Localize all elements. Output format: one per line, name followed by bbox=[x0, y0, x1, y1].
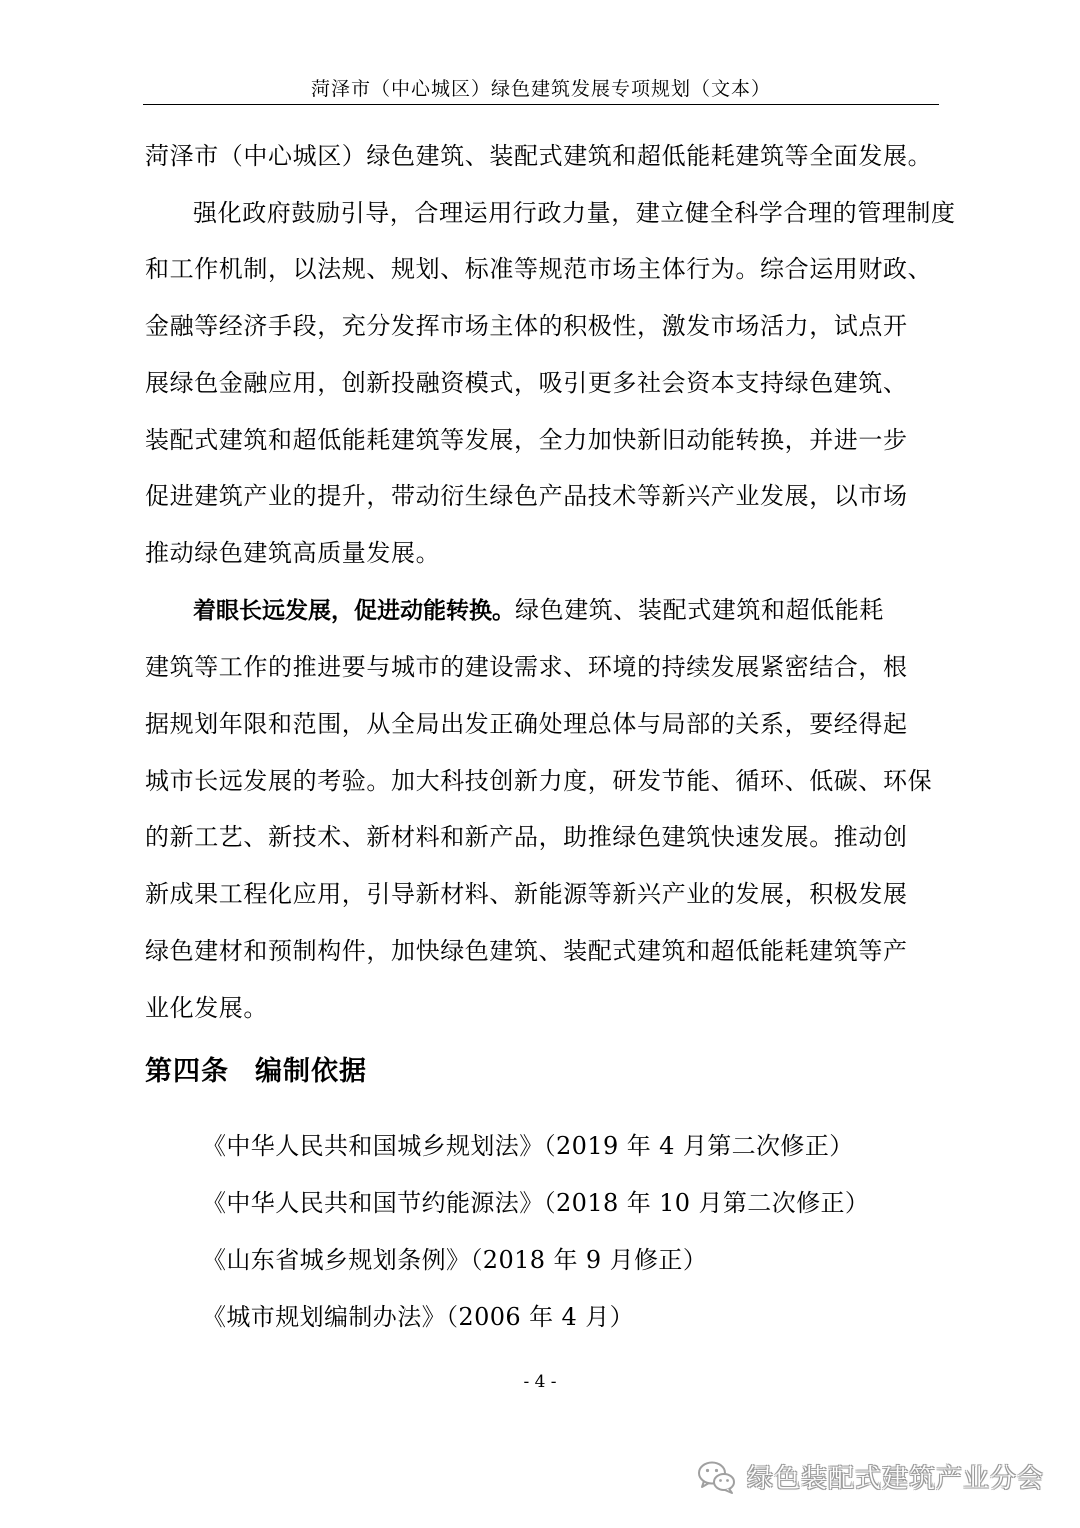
text-line: 促进建筑产业的提升，带动衍生绿色产品技术等新兴产业发展，以市场 bbox=[145, 482, 908, 511]
text-line: 城市长远发展的考验。加大科技创新力度，研发节能、循环、低碳、环保 bbox=[145, 766, 933, 795]
text-line: 新成果工程化应用，引导新材料、新能源等新兴产业的发展，积极发展 bbox=[145, 880, 908, 909]
paragraph-1 bbox=[145, 128, 956, 582]
reference-item: 《山东省城乡规划条例》（2018 年 9 月修正） bbox=[202, 1246, 708, 1274]
text-fragment: 绿色建筑、装配式建筑和超低能耗 bbox=[515, 595, 884, 624]
text-line: 菏泽市（中心城区）绿色建筑、装配式建筑和超低能耗建筑等全面发展。 bbox=[145, 142, 933, 170]
text-line: 展绿色金融应用，创新投融资模式，吸引更多社会资本支持绿色建筑、 bbox=[145, 368, 908, 397]
watermark-text: 绿色装配式建筑产业分会 bbox=[746, 1464, 1044, 1494]
text-line: 推动绿色建筑高质量发展。 bbox=[145, 538, 441, 567]
reference-item: 《中华人民共和国节约能源法》（2018 年 10 月第二次修正） bbox=[202, 1189, 870, 1217]
section-title: 编制依据 bbox=[255, 1056, 367, 1087]
header-divider bbox=[143, 104, 939, 105]
watermark bbox=[697, 1458, 1044, 1495]
page-number: - 4 - bbox=[523, 1372, 557, 1392]
text-line: 强化政府鼓励引导，合理运用行政力量，建立健全科学合理的管理制度 bbox=[193, 198, 956, 227]
running-header: 菏泽市（中心城区）绿色建筑发展专项规划（文本） bbox=[310, 78, 771, 100]
text-line: 据规划年限和范围，从全局出发正确处理总体与局部的关系，要经得起 bbox=[145, 710, 908, 739]
reference-item: 《中华人民共和国城乡规划法》（2019 年 4 月第二次修正） bbox=[202, 1132, 854, 1160]
text-line: 金融等经济手段，充分发挥市场主体的积极性，激发市场活力，试点开 bbox=[145, 312, 908, 341]
text-line: 业化发展。 bbox=[145, 993, 268, 1022]
text-line: 装配式建筑和超低能耗建筑等发展，全力加快新旧动能转换，并进一步 bbox=[145, 425, 908, 454]
text-line: 建筑等工作的推进要与城市的建设需求、环境的持续发展紧密结合，根 bbox=[145, 653, 908, 682]
text-line: 和工作机制，以法规、规划、标准等规范市场主体行为。综合运用财政、 bbox=[145, 255, 933, 284]
section-number: 第四条 bbox=[145, 1056, 229, 1087]
wechat-icon bbox=[697, 1459, 737, 1495]
paragraph-lead: 着眼长远发展，促进动能转换。 bbox=[193, 597, 515, 624]
reference-list bbox=[202, 1118, 869, 1346]
reference-item: 《城市规划编制办法》（2006 年 4 月） bbox=[202, 1303, 635, 1331]
text-line: 的新工艺、新技术、新材料和新产品，助推绿色建筑快速发展。推动创 bbox=[145, 823, 908, 852]
paragraph-2 bbox=[145, 582, 937, 1037]
text-line-first bbox=[145, 582, 937, 640]
section-heading bbox=[145, 1050, 367, 1094]
text-line: 绿色建材和预制构件，加快绿色建筑、装配式建筑和超低能耗建筑等产 bbox=[145, 936, 908, 965]
body-text bbox=[145, 128, 956, 1036]
